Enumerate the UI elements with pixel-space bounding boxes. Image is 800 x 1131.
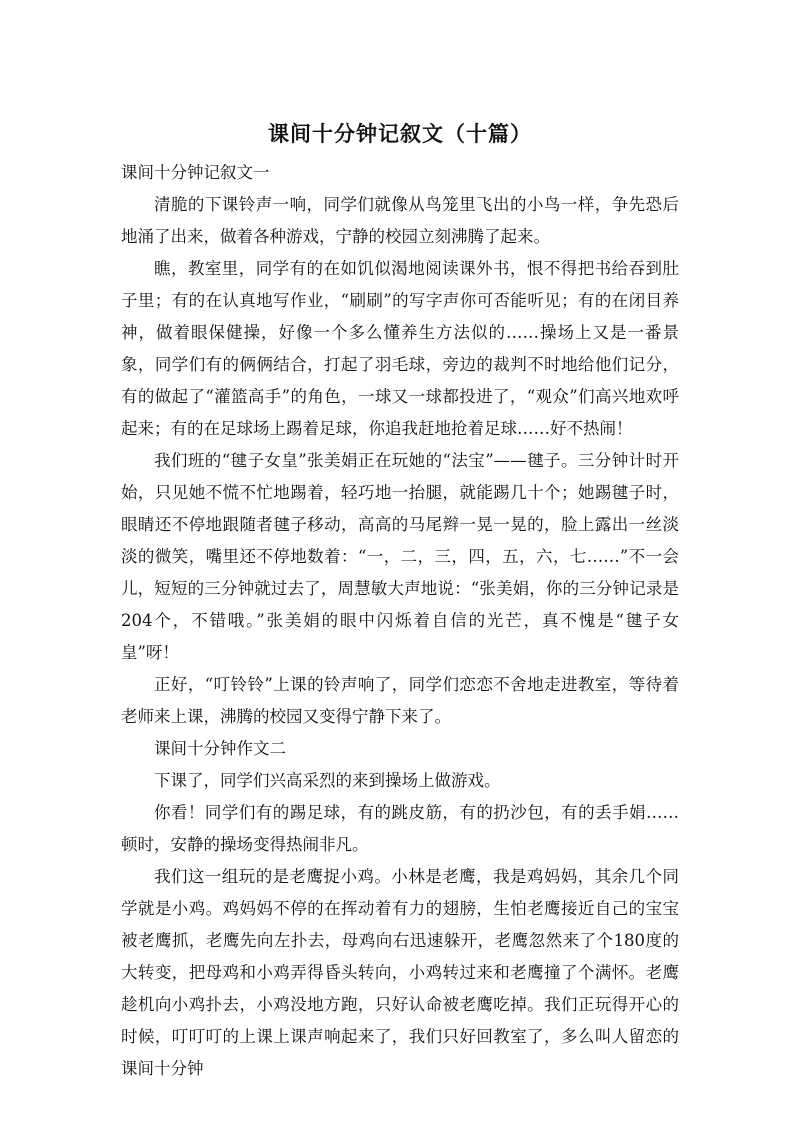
paragraph: 正好，“叮铃铃”上课的铃声响了，同学们恋恋不舍地走进教室，等待着老师来上课，沸腾的校园又变得宁静下来了。 xyxy=(121,675,679,726)
paragraph: 我们这一组玩的是老鹰捉小鸡。小林是老鹰，我是鸡妈妈，其余几个同学就是小鸡。鸡妈妈不停的在挥动着有力的翅膀，生怕老鹰接近自己的宝宝被老鹰抓，老鹰先向左扑去，母鸡向右迅速躲开，老鹰忽然来了个180度的大转变，把母鸡和小鸡弄得昏头转向，小鸡转过来和老鹰撞了个满怀。老鹰趁机向小鸡扑去，小鸡没地方跑，只好认命被老鹰吃掉。我们正玩得开心的时候，叮叮叮的上课上课声响起来了，我们只好回教室了，多么叫人留恋的课间十分钟 xyxy=(121,867,679,1078)
paragraph: 下课了，同学们兴高采烈的来到操场上做游戏。 xyxy=(154,771,501,790)
paragraph: 我们班的“毽子女皇”张美娟正在玩她的“法宝”——毽子。三分钟计时开始，只见她不慌不忙地踢着，轻巧地一抬腿，就能踢几十个；她踢毽子时，眼睛还不停地跟随者毽子移动，高高的马尾辫一晃一晃的，脸上露出一丝淡淡的微笑，嘴里还不停地数着：“一，二，三，四，五，六，七……”不一会儿，短短的三分钟就过去了，周慧敏大声地说：“张美娟，你的三分钟记录是204个，不错哦。”张美娟的眼中闪烁着自信的光芒，真不愧是“毽子女皇”呀！ xyxy=(121,451,679,662)
paragraph: 你看！同学们有的踢足球，有的跳皮筋，有的扔沙包，有的丢手娟……顿时，安静的操场变得热闹非凡。 xyxy=(121,803,679,854)
document-title: 课间十分钟记叙文（十篇） xyxy=(268,122,532,146)
document-body xyxy=(121,157,679,1085)
paragraph: 瞧，教室里，同学有的在如饥似渴地阅读课外书，恨不得把书给吞到肚子里；有的在认真地写作业，“刷刷”的写字声你可否能听见；有的在闭目养神，做着眼保健操，好像一个多么懂养生方法似的……操场上又是一番景象，同学们有的俩俩结合，打起了羽毛球，旁边的裁判不时地给他们记分，有的做起了“灌篮高手”的角色，一球又一球都投进了，“观众”们高兴地欢呼起来；有的在足球场上踢着足球，你追我赶地抢着足球……好不热闹！ xyxy=(121,259,679,438)
section-heading-1: 课间十分钟记叙文一 xyxy=(121,163,270,182)
section-heading-2: 课间十分钟作文二 xyxy=(154,739,286,758)
paragraph: 清脆的下课铃声一响，同学们就像从鸟笼里飞出的小鸟一样，争先恐后地涌了出来，做着各种游戏，宁静的校园立刻沸腾了起来。 xyxy=(121,195,679,246)
